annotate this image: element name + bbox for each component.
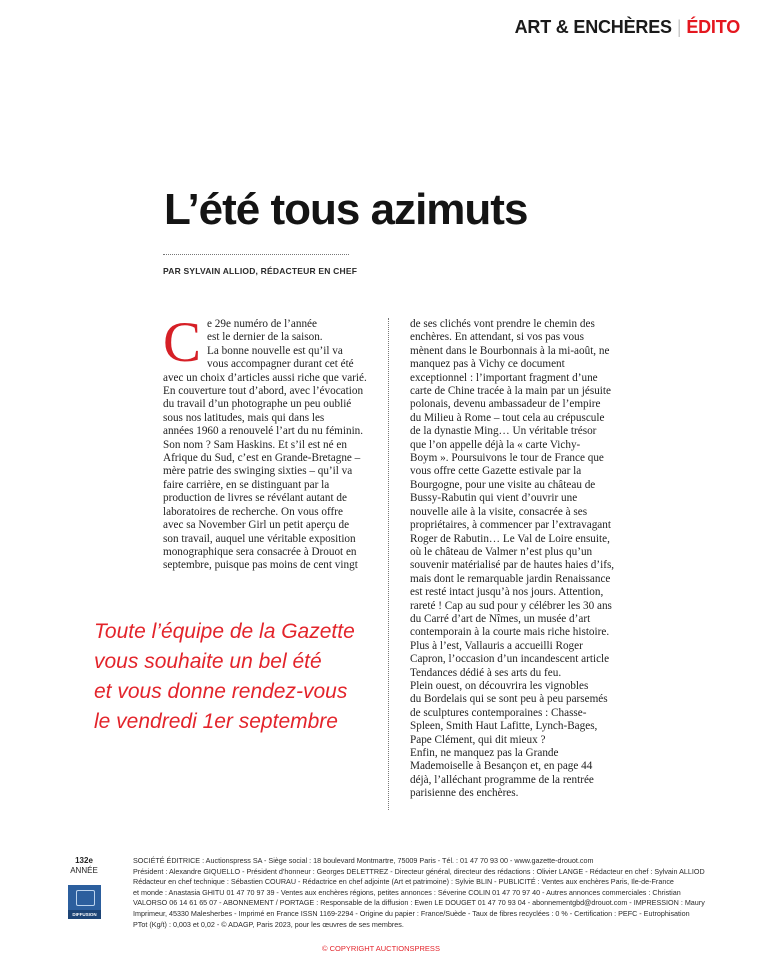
- line: vous accompagner durant cet été: [207, 358, 354, 371]
- drop-cap: C: [163, 311, 202, 374]
- line: En couverture tout d’abord, avec l’évocation: [163, 385, 364, 398]
- diffusion-badge-icon: [68, 885, 101, 919]
- line: souvenir matérialisé par de hautes haies d’ifs,: [410, 559, 615, 572]
- line: Plus à l’est, Vallauris a accueilli Roger: [410, 639, 583, 652]
- promo-line: et vous donne rendez-vous: [94, 680, 348, 703]
- line: où le château de Valmer n’est plus qu’un: [410, 545, 593, 558]
- title-divider: [163, 254, 349, 255]
- header-separator: |: [676, 17, 682, 37]
- column-divider: [388, 318, 389, 810]
- line: polonais, devenu ambassadeur de l’empire: [410, 398, 601, 411]
- promo-line: le vendredi 1er septembre: [94, 710, 338, 733]
- masthead-line: Imprimeur, 45330 Malesherbes - Imprimé en France ISSN 1169-2294 - Origine du papier : France/Suède - Taux de fibres recyclées : 0 % - Certification : PEFC - Eutrophisation: [133, 908, 690, 918]
- line: est resté intact jusqu’à nos jours. Attention,: [410, 586, 604, 599]
- masthead-line: Rédacteur en chef technique : Sébastien COURAU - Rédactrice en chef adjointe (Art et patrimoine) : Sylvie BLIN - PUBLICITÉ : Ventes aux enchères Paris, Ile-de-France: [133, 877, 674, 887]
- line: du travail d’un photographe un peu oublié: [163, 398, 352, 411]
- line: parisienne des enchères.: [410, 787, 519, 800]
- line: e 29e numéro de l’année: [207, 318, 317, 330]
- line: mère patrie des swinging sixties – qu’il va: [163, 465, 353, 478]
- masthead-line: PTot (Kg/t) : 0,003 et 0,02 - © ADAGP, Paris 2023, pour les œuvres de ses membres.: [133, 919, 404, 929]
- line: de ses clichés vont prendre le chemin des: [410, 318, 595, 330]
- line: son travail, auquel une véritable exposition: [163, 532, 356, 545]
- badge-label: DIFFUSION: [68, 910, 101, 919]
- line: Mademoiselle à Besançon et, en page 44: [410, 760, 593, 773]
- line: laboratoires de recherche. On vous offre: [163, 505, 343, 518]
- line: Son nom ? Sam Haskins. Et s’il est né en: [163, 438, 347, 451]
- masthead: [133, 856, 706, 930]
- line: Bourgogne, pour une visite au château de: [410, 478, 596, 491]
- line: production de livres se révélant autant de: [163, 492, 347, 505]
- promo-message: [94, 617, 355, 737]
- line: manquez pas à Vichy ce document: [410, 358, 565, 371]
- masthead-line: Président : Alexandre GIQUELLO - Président d’honneur : Georges DELETTREZ - Directeur général, directeur des rédactions : Olivier LANGE - Rédacteur en chef : Sylvain ALLIOD: [133, 866, 705, 876]
- line: monographique sera consacrée à Drouot en: [163, 545, 357, 558]
- section-header: [515, 17, 740, 38]
- line: nouvelle aile à la visite, consacrée à ses: [410, 505, 588, 518]
- line: Tendances dédié à ses arts du feu.: [410, 666, 562, 679]
- article-column-right: [410, 318, 628, 801]
- section-label: ÉDITO: [686, 17, 740, 37]
- line: mais dont le remarquable jardin Renaissance: [410, 572, 611, 585]
- promo-line: vous souhaite un bel été: [94, 650, 322, 673]
- line: Plein ouest, on découvrira les vignobles: [410, 679, 589, 692]
- line: de la dynastie Ming… Un véritable trésor: [410, 425, 597, 438]
- line: septembre, puisque pas moins de cent vingt: [163, 559, 358, 572]
- masthead-line: VALORSO 06 14 61 65 07 - ABONNEMENT / PORTAGE : Responsable de la diffusion : Ewen LE DOUGET 01 47 70 93 04 - abonnementgbd@drouot.com - IMPRESSION : Maury: [133, 898, 705, 908]
- masthead-line: et monde : Anastasia GHITU 01 47 70 97 39 - Ventes aux enchères régions, petites annonces : Séverine COLIN 01 47 70 97 40 - Autres annonces commerciales : Christian: [133, 887, 681, 897]
- line: Afrique du Sud, c’est en Grande-Bretagne –: [163, 452, 361, 465]
- article-title: L’été tous azimuts: [164, 185, 528, 234]
- line: que l’on appelle déjà la « carte Vichy-: [410, 438, 581, 451]
- line: avec un choix d’articles aussi riche que varié.: [163, 371, 367, 384]
- line: vous offre cette Gazette estivale par la: [410, 465, 582, 478]
- line: Spleen, Smith Haut Lafitte, Lynch-Bages,: [410, 720, 598, 733]
- year-number: 132e: [75, 856, 93, 865]
- article-column-left: [163, 311, 385, 573]
- year-label: ANNÉE: [70, 866, 98, 875]
- line: sous nos latitudes, mais qui dans les: [163, 411, 325, 424]
- promo-line: Toute l’équipe de la Gazette: [94, 620, 355, 643]
- line: Pape Clément, qui dit mieux ?: [410, 733, 546, 746]
- line: propriétaires, à commencer par l’extravagant: [410, 519, 611, 532]
- line: Enfin, ne manquez pas la Grande: [410, 747, 559, 759]
- line: rareté ! Cap au sud pour y célébrer les 30 ans: [410, 599, 612, 612]
- line: Bussy-Rabutin qui vient d’ouvrir une: [410, 492, 578, 505]
- line: exceptionnel : l’important fragment d’une: [410, 371, 598, 384]
- line: Capron, l’occasion d’un incandescent article: [410, 653, 610, 666]
- line: carte de Chine tracée à la main par un jésuite: [410, 385, 611, 398]
- line: de sculptures contemporaines : Chasse-: [410, 706, 587, 719]
- line: du Bordelais qui se sont peu à peu parsemés: [410, 693, 608, 706]
- year-marker: [64, 856, 104, 876]
- line: du Milieu à Rome – tout cela au crépuscule: [410, 411, 605, 424]
- line: faire carrière, en se distinguant par la: [163, 478, 330, 491]
- line: déjà, l’alléchant programme de la rentrée: [410, 773, 594, 786]
- byline: PAR SYLVAIN ALLIOD, RÉDACTEUR EN CHEF: [163, 266, 358, 276]
- section-name: ART & ENCHÈRES: [514, 17, 672, 37]
- masthead-line: SOCIÉTÉ ÉDITRICE : Auctionspress SA - Siège social : 18 boulevard Montmartre, 75009 Paris - Tél. : 01 47 70 93 00 - www.gazette-drouot.com: [133, 856, 594, 865]
- copyright-notice: © COPYRIGHT AUCTIONSPRESS: [322, 944, 440, 953]
- line: est le dernier de la saison.: [207, 331, 323, 344]
- line: avec sa November Girl un petit aperçu de: [163, 519, 350, 532]
- line: mènent dans le Bourbonnais à la mi-août, ne: [410, 344, 610, 357]
- line: Boym ». Poursuivons le tour de France que: [410, 452, 604, 465]
- badge-mark: [76, 890, 95, 906]
- line: contemporain à la courte mais riche histoire.: [410, 626, 610, 639]
- line: enchères. En attendant, si vos pas vous: [410, 331, 584, 344]
- line: Roger de Rabutin… Le Val de Loire ensuite,: [410, 532, 610, 545]
- line: La bonne nouvelle est qu’il va: [207, 344, 343, 357]
- line: du Carré d’art de Nîmes, un musée d’art: [410, 612, 591, 625]
- line: années 1960 a renouvelé l’art du nu féminin.: [163, 425, 364, 438]
